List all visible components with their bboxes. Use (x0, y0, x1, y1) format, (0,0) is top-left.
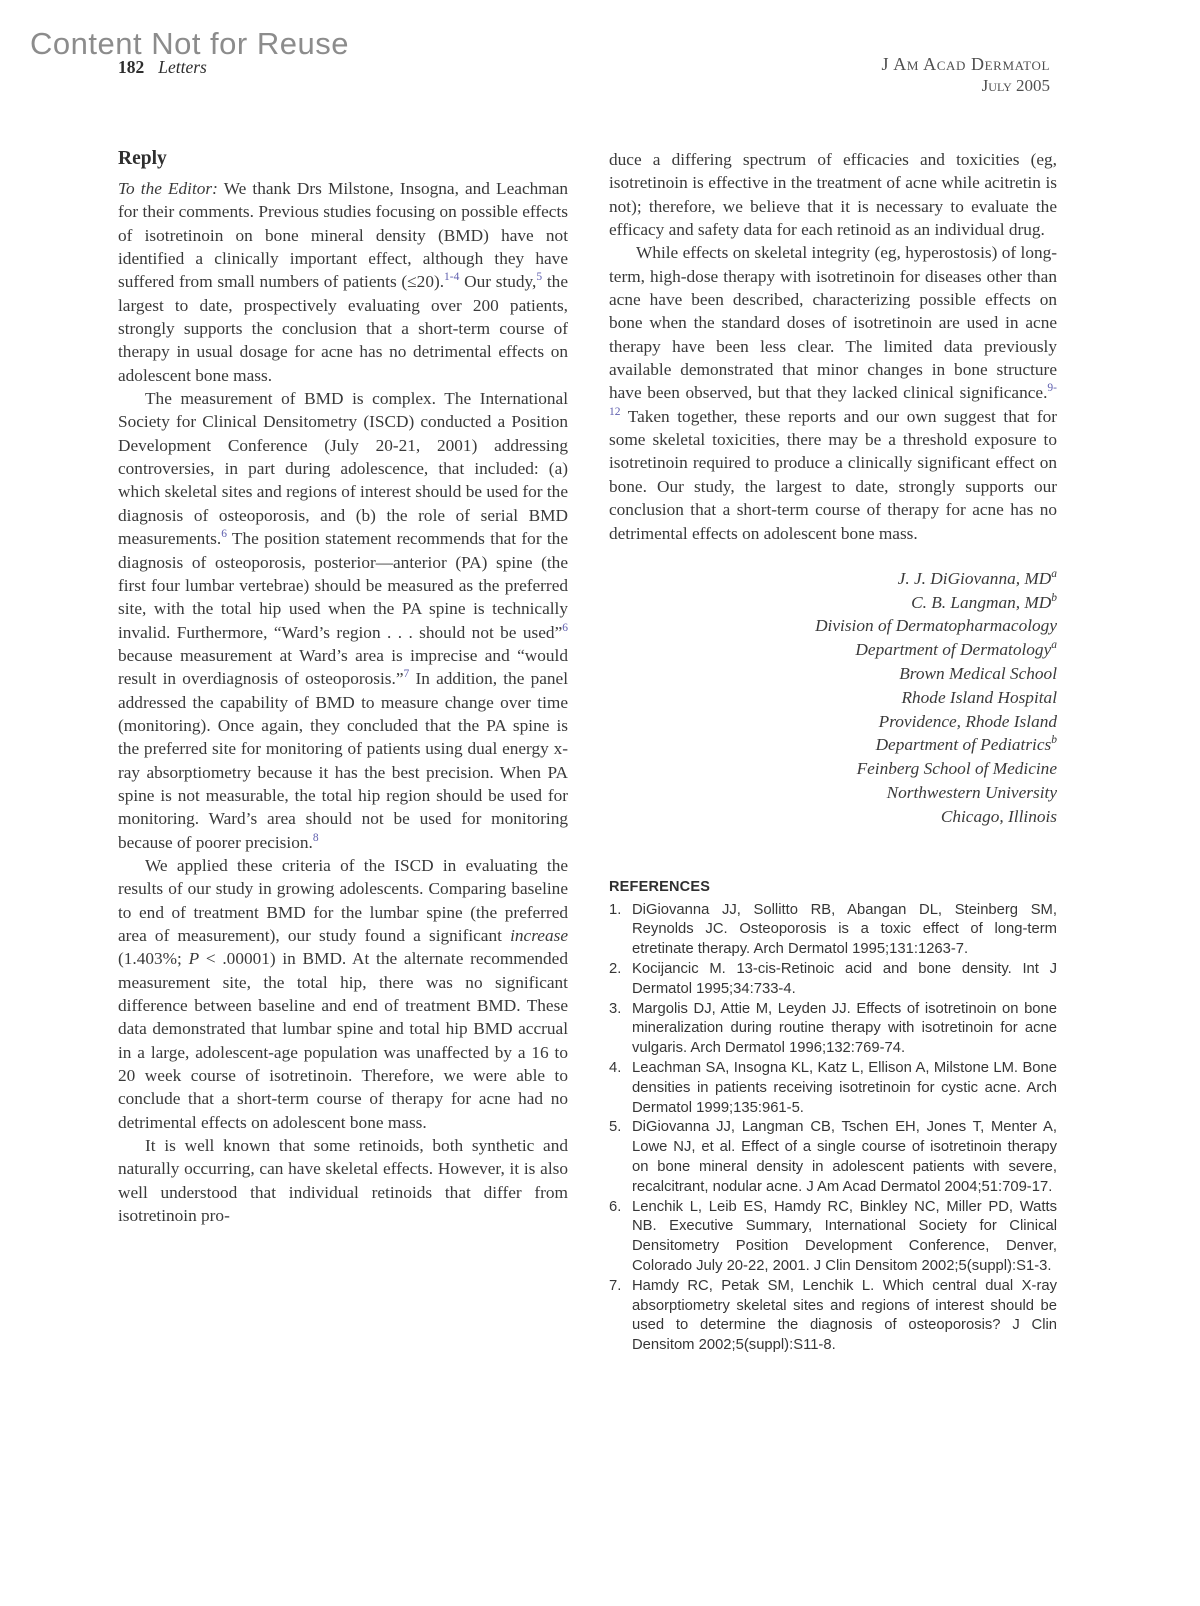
journal-name: J Am Acad Dermatol (881, 54, 1050, 74)
citation-ref-1-4: 1-4 (444, 271, 460, 284)
reference-item (609, 1277, 1057, 1356)
paragraph-text: In addition, the panel addressed the capability of BMD to measure change over time (monitoring). Once again, they concluded that the PA spine is the preferred site for monitoring of patients using dual energy x-ray absorptiometry because it has the best precision. When PA spine is not measurable, the total hip region should be used for monitoring. Ward’s area should not be used for monitoring because of poorer precision. (118, 669, 569, 852)
reference-number: 5. (609, 1119, 622, 1136)
reference-item (609, 1059, 1057, 1118)
signature-text: Chicago, Illinois (940, 806, 1057, 826)
affiliation-sup-b: b (1051, 734, 1057, 747)
paragraph-text: (1.403%; (118, 949, 189, 969)
citation-ref-5: 5 (536, 271, 543, 284)
paragraph-text: < .00001) in BMD. At the alternate recommended measurement site, the total hip, there was no significant difference between baseline and end of treatment BMD. These data demonstrated that lumbar spine and total hip BMD accrual in a large, adolescent-age population was unaffected by a 16 to 20 week course of isotretinoin. Therefore, we were able to conclude that a short-term course of therapy for acne had no detrimental effects on adolescent bone mass. (118, 949, 568, 1132)
reference-text: Margolis DJ, Attie M, Leyden JJ. Effects of isotretinoin on bone mineralization during routine therapy with isotretinoin for acne vulgaris. Arch Dermatol 1996;132:769-74. (632, 1000, 1057, 1057)
paragraph-reply-2 (118, 387, 568, 854)
affiliation-sup-a: a (1051, 568, 1057, 581)
reference-number: 1. (609, 901, 622, 918)
paragraph-text: Taken together, these reports and our own suggest that for some skeletal toxicities, there may be a threshold exposure to isotretinoin required to produce a clinically significant effect on bone. Our study, the largest to date, strongly supports our conclusion that a short-term course of therapy for acne has no detrimental effects on adolescent bone mass. (609, 406, 1057, 543)
reference-text: DiGiovanna JJ, Sollitto RB, Abangan DL, Steinberg SM, Reynolds JC. Osteoporosis is a toxic effect of long-term etretinate therapy. Arch Dermatol 1995;131:1263-7. (632, 901, 1057, 958)
journal-issue: July 2005 (981, 76, 1050, 95)
affiliation-sup-b: b (1051, 591, 1057, 604)
paragraph-text: The measurement of BMD is complex. The International Society for Clinical Densitometry (ISCD) conducted a Position Development Conference (July 20-21, 2001) addressing controversies, in part during adolescence, that included: (a) which skeletal sites and regions of interest should be used for the diagnosis of osteoporosis, and (b) the role of serial BMD measurements. (118, 389, 568, 549)
reference-number: 6. (609, 1198, 622, 1215)
page-number: 182 (118, 57, 145, 77)
citation-ref-8: 8 (312, 831, 319, 844)
signature-line-city-2 (609, 805, 1057, 829)
signature-block (609, 567, 1057, 829)
reference-text: Lenchik L, Leib ES, Hamdy RC, Binkley NC, Miller PD, Watts NB. Executive Summary, International Society for Clinical Densitometry Position Development Conference, Denver, Colorado July 20-22, 2001. J Clin Densitom 2002;5(suppl):S1-3. (632, 1198, 1057, 1274)
paragraph-reply-1 (118, 177, 568, 387)
paragraph-reply-5 (609, 148, 1057, 241)
citation-ref-6: 6 (221, 528, 227, 541)
signature-line-hospital (609, 686, 1057, 710)
paragraph-text: The position statement recommends that for the diagnosis of osteoporosis, posterior—anterior (PA) spine (the first four lumbar vertebrae) should be measured as the preferred site, with the total hip used when the PA spine is technically invalid. Furthermore, “Ward’s region . . . should not be used” (118, 529, 568, 642)
signature-text: C. B. Langman, MD (911, 592, 1052, 612)
signature-text: J. J. DiGiovanna, MD (897, 568, 1052, 588)
reference-item (609, 901, 1057, 960)
paragraph-text: duce a differing spectrum of efficacies and toxicities (eg, isotretinoin is effective in the treatment of acne while acitretin is not); therefore, we believe that it is necessary to evaluate the efficacy and safety data for each retinoid as an individual drug. (609, 150, 1057, 240)
signature-text: Providence, Rhode Island (878, 711, 1057, 731)
signature-line-author-1 (609, 567, 1057, 591)
reference-item (609, 1118, 1057, 1197)
emphasis-increase: increase (510, 926, 568, 945)
signature-text: Northwestern University (886, 783, 1057, 803)
signature-line-university (609, 781, 1057, 805)
citation-ref-7: 7 (403, 668, 410, 681)
signature-text: Brown Medical School (899, 664, 1057, 684)
signature-line-author-2 (609, 591, 1057, 615)
citation-ref-6b: 6 (562, 621, 568, 634)
signature-line-dept-dermatology (609, 638, 1057, 662)
paragraph-text: because measurement at Ward’s area is imprecise and “would result in overdiagnosis of osteoporosis.” (118, 645, 568, 689)
reference-number: 4. (609, 1059, 622, 1076)
paragraph-reply-4 (118, 1134, 568, 1227)
reference-number: 7. (609, 1277, 622, 1294)
paragraph-reply-6 (609, 241, 1057, 544)
page-header-right (882, 54, 1050, 96)
signature-text: Rhode Island Hospital (901, 687, 1057, 707)
paragraph-text: the largest to date, prospectively evaluating over 200 patients, strongly supports the conclusion that a short-term course of therapy in usual dosage for acne has no detrimental effects on adolescent bone mass. (118, 272, 568, 385)
signature-line-school (609, 662, 1057, 686)
section-title: Letters (158, 57, 207, 77)
reference-item (609, 1198, 1057, 1277)
signature-line-division (609, 614, 1057, 638)
page-header-left (118, 57, 207, 78)
left-column (118, 148, 568, 1227)
paragraph-text: We applied these criteria of the ISCD in evaluating the results of our study in growing adolescents. Comparing baseline to end of treatment BMD for the lumbar spine (the preferred area of measurement), our study found a significant (118, 855, 568, 945)
signature-text: Division of Dermatopharmacology (815, 616, 1057, 636)
signature-text: Department of Dermatology (855, 640, 1052, 660)
paragraph-text: Our study, (459, 272, 537, 292)
reference-item (609, 1000, 1057, 1059)
reference-item (609, 960, 1057, 1000)
reference-number: 2. (609, 961, 622, 977)
reference-text: Kocijancic M. 13-cis-Retinoic acid and bone density. Int J Dermatol 1995;34:733-4. (632, 961, 1057, 997)
reference-text: Leachman SA, Insogna KL, Katz L, Ellison A, Milstone LM. Bone densities in patients receiving isotretinoin for cystic acne. Arch Dermatol 1999;135:961-5. (632, 1059, 1057, 1116)
paragraph-text: We thank Drs Milstone, Insogna, and Leachman for their comments. Previous studies focusing on possible effects of isotretinoin on bone mineral density (BMD) have not identified a clinically important effect, although they have suffered from small numbers of patients (≤20). (118, 179, 569, 292)
reference-text: DiGiovanna JJ, Langman CB, Tschen EH, Jones T, Menter A, Lowe NJ, et al. Effect of a single course of isotretinoin therapy on bone mineral density in adolescent patients with severe, recalcitrant, nodular acne. J Am Acad Dermatol 2004;51:709-17. (632, 1119, 1057, 1195)
reference-text: Hamdy RC, Petak SM, Lenchik L. Which central dual X-ray absorptiometry skeletal sites and regions of interest should be used to determine the diagnosis of osteoporosis? J Clin Densitom 2002;5(suppl):S11-8. (632, 1277, 1057, 1354)
affiliation-sup-a: a (1051, 639, 1057, 652)
reply-heading: Reply (118, 148, 167, 169)
references-heading: REFERENCES (609, 878, 711, 895)
emphasis-p-value: P (188, 949, 200, 969)
signature-line-dept-pediatrics (609, 733, 1057, 757)
paragraph-reply-3 (118, 854, 568, 1134)
paragraph-text: While effects on skeletal integrity (eg, hyperostosis) of long-term, high-dose therapy with isotretinoin for diseases other than acne have been described, characterizing possible effects on bone when the standard doses of isotretinoin are used in acne therapy have been less clear. The limited data previously available demonstrated that minor changes in bone structure have been observed, but that they lacked clinical significance. (609, 243, 1057, 403)
paragraph-text: It is well known that some retinoids, both synthetic and naturally occurring, can have skeletal effects. However, it is also well understood that individual retinoids that differ from isotretinoin pro- (118, 1136, 568, 1226)
signature-text: Department of Pediatrics (875, 735, 1052, 755)
salutation-to-the-editor: To the Editor: (118, 179, 218, 198)
content-reuse-watermark: Content Not for Reuse (30, 26, 349, 61)
signature-text: Feinberg School of Medicine (856, 759, 1057, 779)
signature-line-school-2 (609, 757, 1057, 781)
reference-number: 3. (609, 1000, 622, 1017)
right-column (609, 148, 1057, 1356)
citation-ref-9-12: 9-12 (609, 382, 1057, 419)
references-section (609, 879, 1057, 1356)
references-list (609, 901, 1057, 1356)
signature-line-city-1 (609, 710, 1057, 734)
